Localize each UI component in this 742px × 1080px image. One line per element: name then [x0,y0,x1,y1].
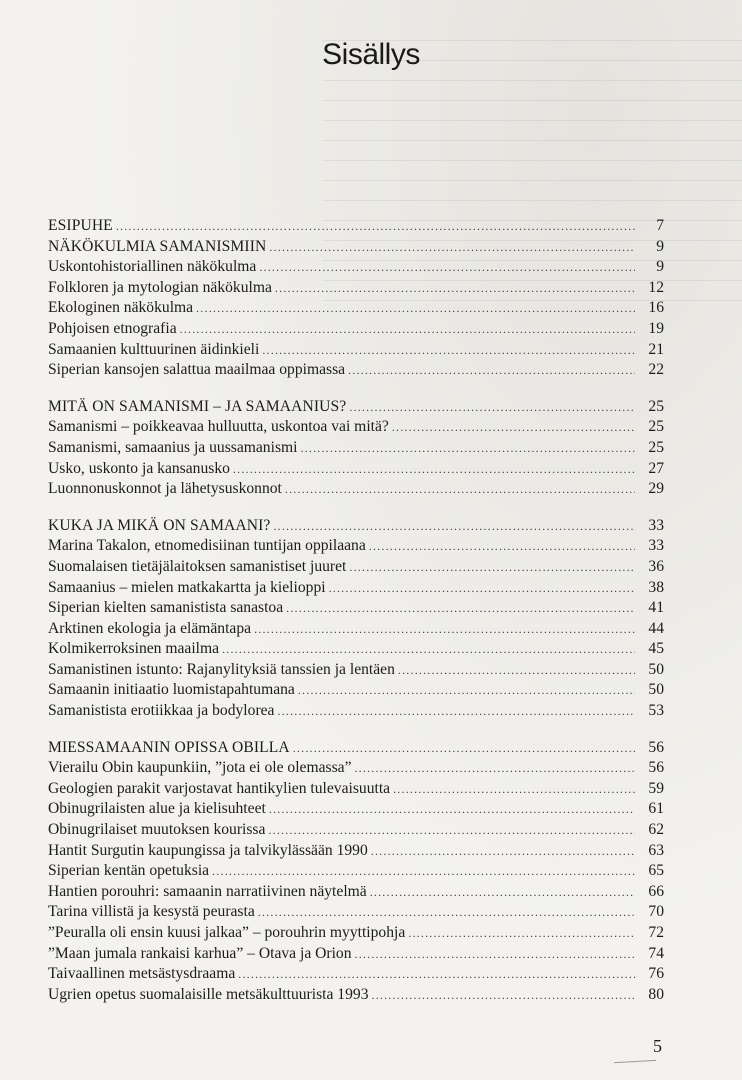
dot-leader [269,237,635,258]
dot-leader [275,278,635,299]
toc-page-number: 56 [648,738,664,756]
dot-leader [258,902,635,923]
dot-leader [262,340,635,361]
toc-page-number: 76 [648,965,664,983]
toc-page-number: 59 [648,779,664,797]
toc-entry-title: Hantit Surgutin kaupungissa ja talvikylässään 1990 [48,841,368,859]
toc-page-number: 25 [648,438,664,456]
dot-leader [286,598,635,619]
toc-entry-title: Obinugrilaiset muutoksen kourissa [48,821,266,839]
toc-page-number: 33 [648,537,664,555]
folio-rule [614,1060,656,1063]
toc-entry [48,758,664,779]
toc-entry-title: Samanistista erotiikkaa ja bodylorea [48,702,275,720]
toc-entry [48,578,664,599]
toc-entry-title: Kolmikerroksinen maailma [48,640,220,658]
toc-entry-title: Pohjoisen etnografia [48,319,177,337]
toc-entry-title: Siperian kentän opetuksia [48,862,210,880]
toc-entry-title: Samanistinen istunto: Rajanylityksiä tanssien ja lentäen [48,660,395,678]
dot-leader [233,459,635,480]
toc-entry-title: Usko, uskonto ja kansanusko [48,459,230,477]
toc-page-number: 74 [648,944,664,962]
toc-entry-title: Samaanin initiaatio luomistapahtumana [48,681,295,699]
dot-leader [369,536,635,557]
toc-page-number: 21 [648,340,664,358]
dot-leader [371,841,635,862]
toc-entry [48,882,664,903]
toc-page-number: 44 [648,619,664,637]
toc-entry [48,660,664,681]
toc-entry-title: Siperian kansojen salattua maailmaa oppimassa [48,361,346,379]
toc-chapter-heading [48,216,664,237]
dot-leader [349,397,635,418]
toc-entry-title: Ugrien opetus suomalaisille metsäkulttuurista 1993 [48,985,369,1003]
toc-entry [48,360,664,381]
toc-entry-title: Samanismi – poikkeavaa hulluutta, uskontoa vai mitä? [48,418,389,436]
dot-leader [355,944,635,965]
toc-entry-title: Suomalaisen tietäjälaitoksen samanistiset juuret [48,557,347,575]
toc-entry [48,680,664,701]
toc-section [48,397,664,500]
dot-leader [180,319,635,340]
toc-page-number: 9 [656,258,664,276]
toc-page-number: 38 [648,578,664,596]
dot-leader [298,680,635,701]
dot-leader [300,438,635,459]
toc-entry [48,619,664,640]
toc-page-number: 41 [648,599,664,617]
toc-entry-title: Samaanius – mielen matkakartta ja kielioppi [48,578,326,596]
toc-entry-title: Folkloren ja mytologian näkökulma [48,278,272,296]
toc-entry [48,799,664,820]
toc-page-number: 53 [648,702,664,720]
toc-page-number: 36 [648,557,664,575]
toc-page-number: 12 [648,278,664,296]
toc-entry-title: Geologien parakit varjostavat hantikylien tulevaisuutta [48,779,391,797]
dot-leader [293,738,635,759]
toc-entry [48,861,664,882]
page-title: Sisällys [322,38,420,71]
toc-page-number: 72 [648,924,664,941]
dot-leader [354,758,635,779]
toc-page-number: 25 [648,397,664,415]
toc-page-number: 62 [648,821,664,839]
toc-entry [48,536,664,557]
dot-leader [273,516,635,537]
dot-leader [285,479,635,500]
toc-page-number: 50 [648,660,664,678]
dot-leader [408,923,635,944]
toc-entry-title: KUKA JA MIKÄ ON SAMAANI? [48,516,271,534]
toc-page-number: 56 [648,759,664,777]
toc-entry-title: Luonnonuskonnot ja lähetysuskonnot [48,480,282,498]
toc-entry [48,944,664,965]
toc-entry [48,459,664,480]
toc-page-number: 9 [656,237,664,255]
toc-entry [48,985,664,1006]
toc-entry-title: Arktinen ekologia ja elämäntapa [48,619,252,637]
dot-leader [349,557,635,578]
toc-entry-title: ”Maan jumala rankaisi karhua” – Otava ja Orion [48,944,352,962]
dot-leader [269,799,635,820]
toc-page-number: 61 [648,800,664,818]
toc-page-number: 45 [648,640,664,658]
toc-section [48,516,664,722]
toc-entry-title: Tarina villistä ja kesystä peurasta [48,903,255,921]
toc-entry [48,298,664,319]
dot-leader [277,701,635,722]
toc-entry [48,278,664,299]
toc-entry-title: Vierailu Obin kaupunkiin, ”jota ei ole olemassa” [48,759,352,777]
toc-page-number: 22 [648,361,664,379]
toc-entry [48,779,664,800]
dot-leader [348,360,635,381]
page-number: 5 [653,1036,662,1056]
toc-entry-title: Hantien porouhri: samaanin narratiivinen näytelmä [48,882,367,900]
toc-page-number: 50 [648,681,664,699]
toc-entry-title: ”Peuralla oli ensin kuusi jalkaa” – porouhrin myyttipohja [48,924,406,941]
toc-chapter-heading [48,738,664,759]
dot-leader [392,417,635,438]
toc-section [48,738,664,1006]
toc-entry-title: Samaanien kulttuurinen äidinkieli [48,340,260,358]
toc-page-number: 27 [648,459,664,477]
toc-entry [48,319,664,340]
dot-leader [268,820,635,841]
toc-page-number: 65 [648,862,664,880]
toc-entry-title: Taivaallinen metsästysdraama [48,965,236,983]
toc-page-number: 70 [648,903,664,921]
toc-chapter-heading [48,397,664,418]
dot-leader [329,578,635,599]
toc-entry-title: MITÄ ON SAMANISMI – JA SAMAANIUS? [48,397,347,415]
toc-entry-title: Uskontohistoriallinen näkökulma [48,258,257,276]
toc-entry [48,701,664,722]
toc-page-number: 80 [648,985,664,1003]
toc-entry [48,438,664,459]
dot-leader [370,882,635,903]
toc-page-number: 19 [648,319,664,337]
toc-entry [48,639,664,660]
dot-leader [196,298,635,319]
toc-entry [48,479,664,500]
toc-page-number: 66 [648,882,664,900]
toc-section [48,216,664,381]
toc-entry-title: Marina Takalon, etnomedisiinan tuntijan oppilaana [48,537,366,555]
toc-entry [48,923,664,944]
dot-leader [372,985,636,1006]
toc-entry [48,257,664,278]
dot-leader [398,660,635,681]
toc-entry [48,557,664,578]
toc-page-number: 25 [648,418,664,436]
toc-entry-title: ESIPUHE [48,217,113,234]
toc-entry [48,417,664,438]
toc-page-number: 29 [648,480,664,498]
toc-entry-title: Samanismi, samaanius ja uussamanismi [48,438,298,456]
toc-entry-title: NÄKÖKULMIA SAMANISMIIN [48,237,267,255]
dot-leader [254,619,635,640]
toc-entry-title: Siperian kielten samanistista sanastoa [48,599,284,617]
toc-entry-title: Ekologinen näkökulma [48,299,194,317]
toc-entry [48,340,664,361]
dot-leader [259,257,635,278]
toc-page-number: 16 [648,299,664,317]
toc-entry [48,841,664,862]
toc-entry [48,598,664,619]
toc-chapter-heading [48,516,664,537]
dot-leader [222,639,635,660]
toc-entry [48,964,664,985]
toc-page-number: 33 [648,516,664,534]
dot-leader [212,861,635,882]
toc-entry [48,902,664,923]
toc-entry-title: MIESSAMAANIN OPISSA OBILLA [48,738,290,756]
dot-leader [238,964,635,985]
toc-page-number: 7 [656,217,664,234]
toc-chapter-heading [48,237,664,258]
toc-entry [48,820,664,841]
toc-entry-title: Obinugrilaisten alue ja kielisuhteet [48,800,266,818]
dot-leader [116,216,635,237]
table-of-contents [48,216,664,1021]
toc-page-number: 63 [648,841,664,859]
dot-leader [393,779,635,800]
